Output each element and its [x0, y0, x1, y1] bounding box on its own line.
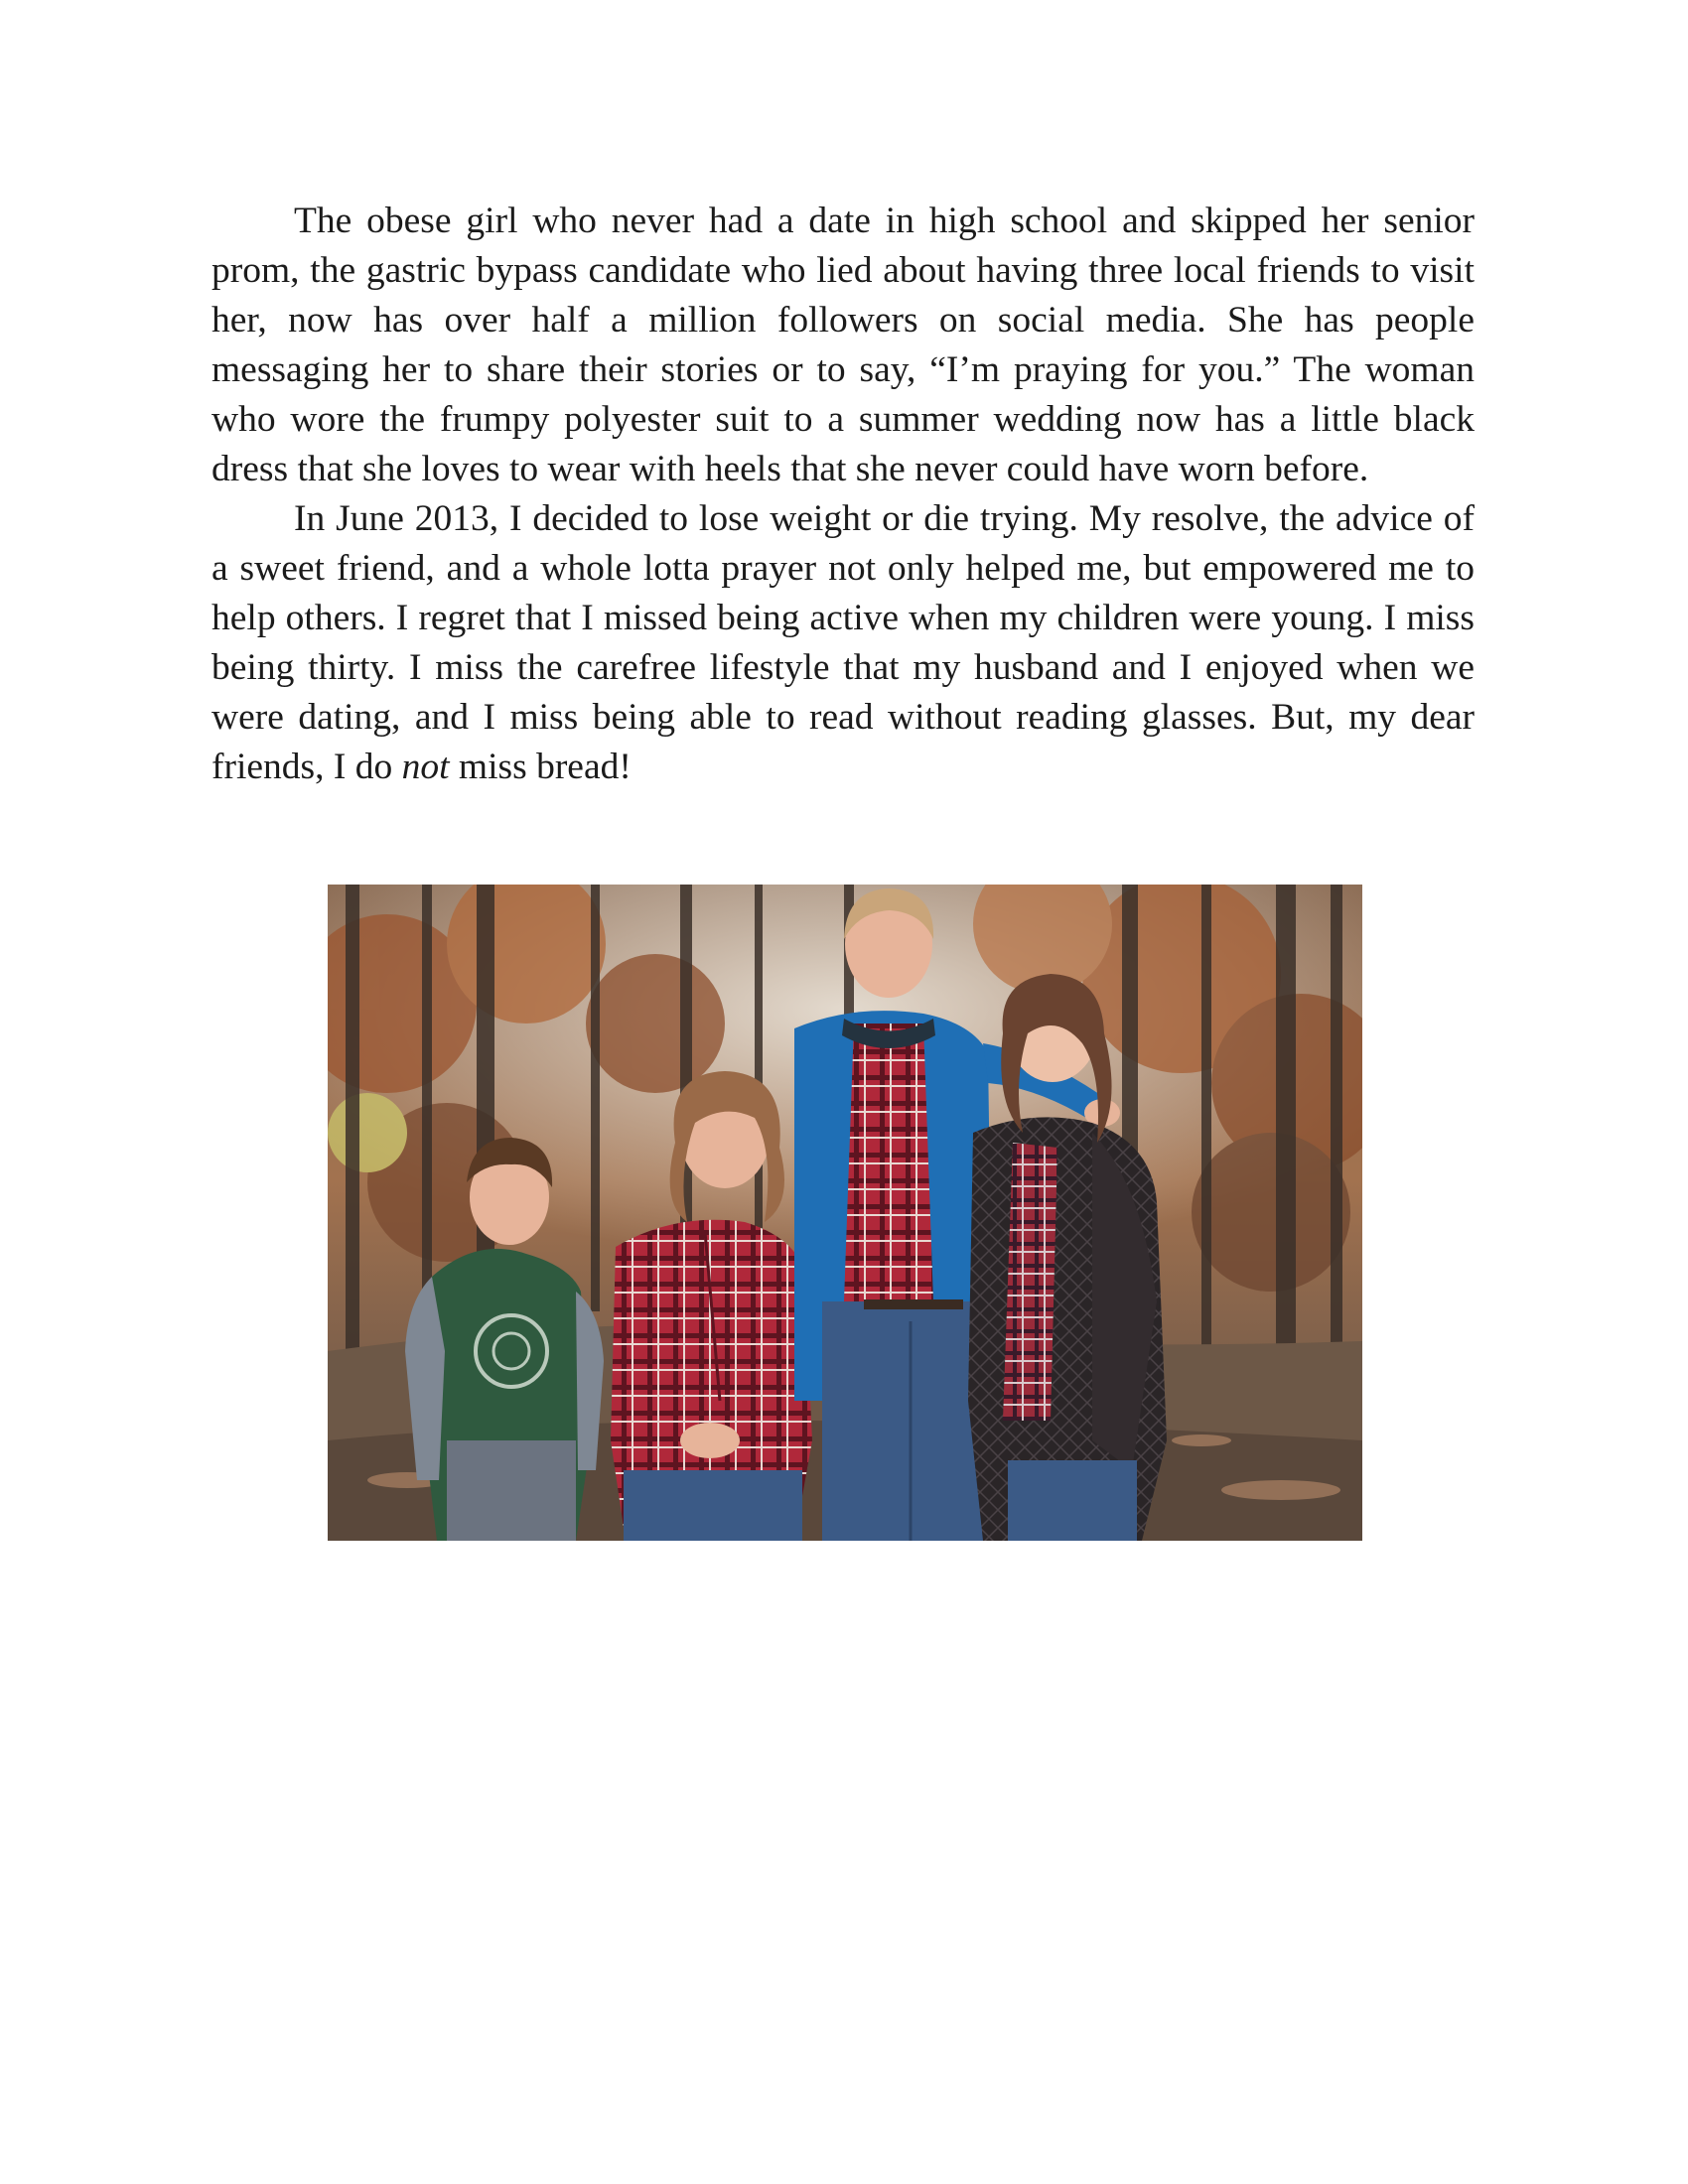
- paragraph-1: The obese girl who never had a date in high school and skipped her senior prom, the gastric bypass candidate who lied about having three local friends to visit her, now has over half a million followers on social media. She has people messaging her to share their stories or to say, “I’m praying for you.” The woman who wore the frumpy polyester suit to a summer wedding now has a little black dress that she loves to wear with heels that she never could have worn before.: [211, 201, 1475, 489]
- photo-illustration: [328, 885, 1362, 1541]
- emphasized-word: not: [401, 747, 450, 787]
- paragraph-2-ending: miss bread!: [449, 747, 632, 787]
- family-portrait-photo: [328, 885, 1362, 1541]
- body-text: [211, 197, 1475, 792]
- paragraph-2-text: In June 2013, I decided to lose weight or die trying. My resolve, the advice of a sweet friend, and a whole lotta prayer not only helped me, but empowered me to help others. I regret that I missed being active when my children were young. I miss being thirty. I miss the carefree lifestyle that my husband and I enjoyed when we were dating, and I miss being able to read without reading glasses. But, my dear friends, I do: [211, 498, 1475, 787]
- paragraph-2: [211, 494, 1475, 792]
